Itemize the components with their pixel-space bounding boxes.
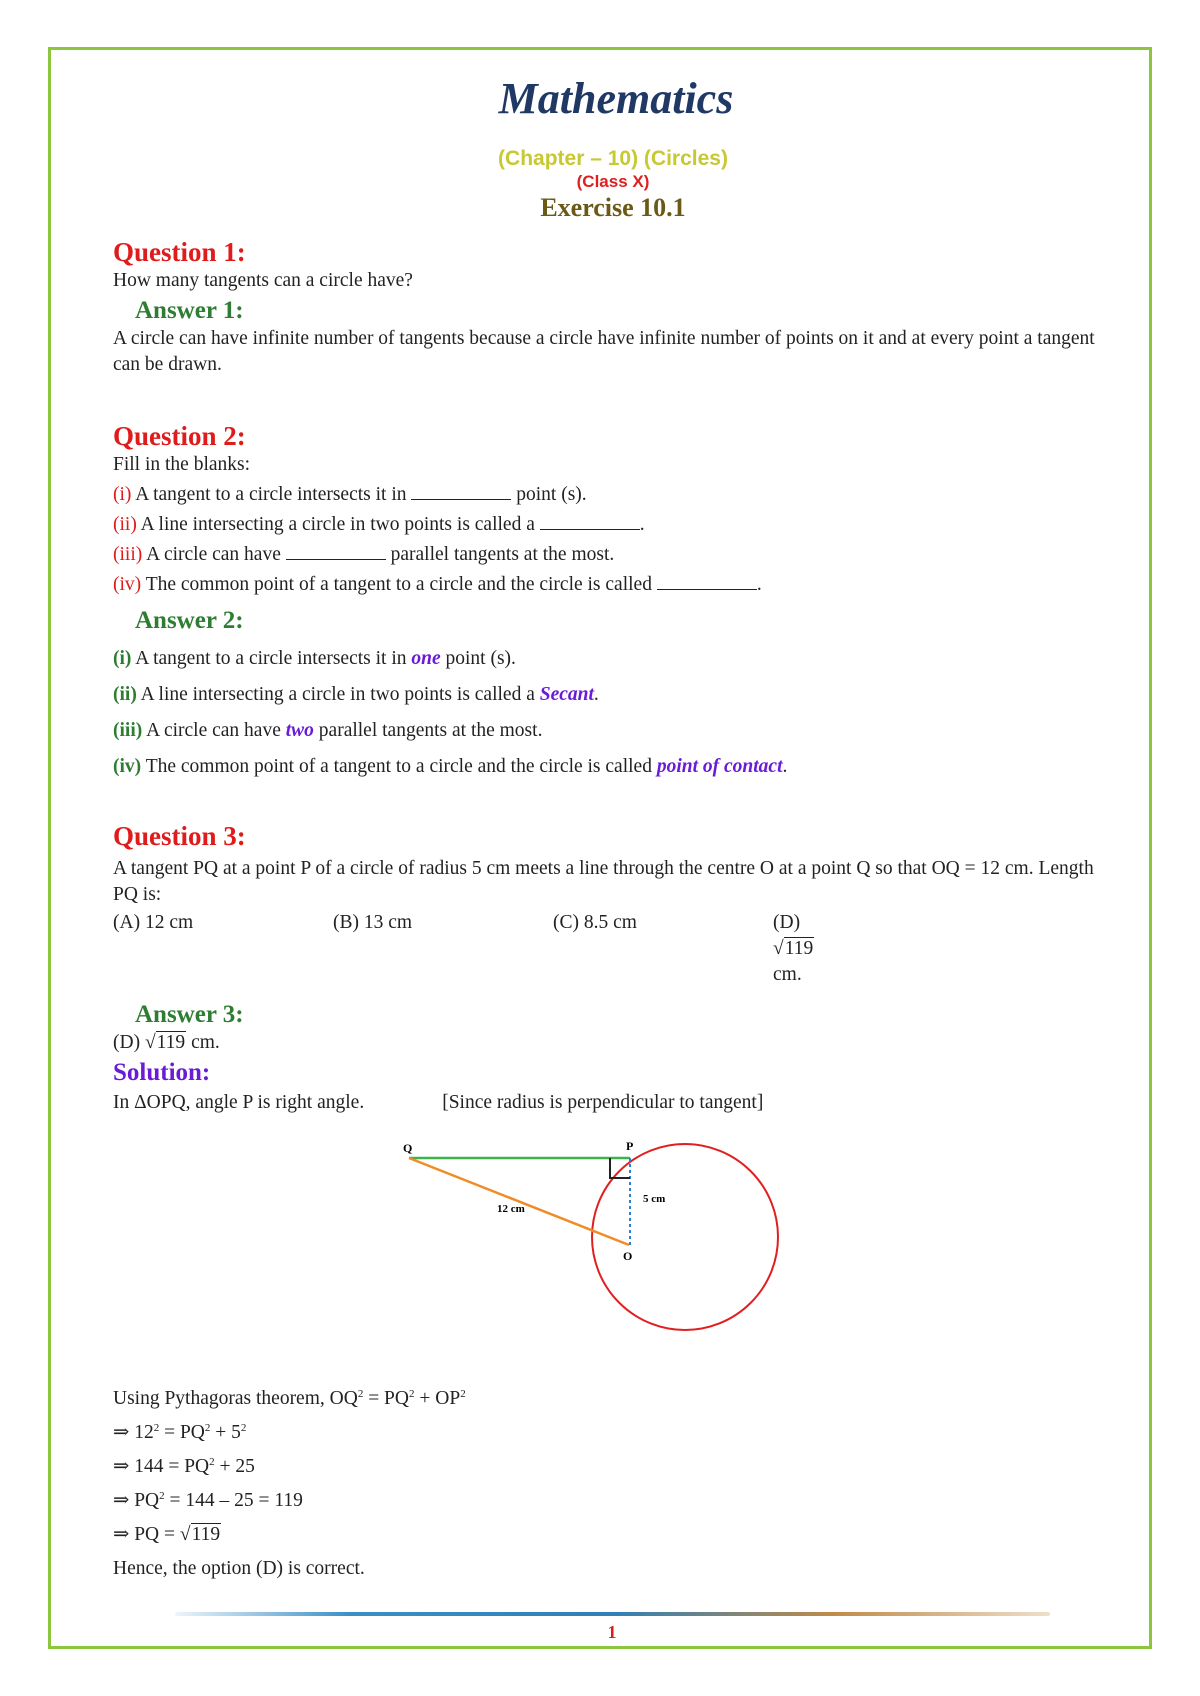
- conclusion: Hence, the option (D) is correct.: [113, 1558, 365, 1579]
- label-q: Q: [403, 1141, 413, 1155]
- question-2-heading: Question 2:: [113, 421, 246, 451]
- option-d: (D) √119 cm.: [773, 912, 814, 985]
- document-body: [113, 70, 1113, 1582]
- question-1-text: How many tangents can a circle have?: [113, 270, 413, 291]
- option-a: (A) 12 cm: [113, 912, 194, 933]
- question-1: [113, 236, 1113, 378]
- answer-2-heading: Answer 2:: [135, 607, 244, 634]
- label-oq-length: 12 cm: [497, 1203, 525, 1215]
- answer-3-heading: Answer 3:: [135, 1001, 244, 1028]
- page-title: Mathematics: [498, 74, 734, 123]
- question-2-item: (ii) A line intersecting a circle in two points is called a .: [113, 514, 645, 535]
- footer-divider: [175, 1612, 1050, 1616]
- question-2-item: (iii) A circle can have parallel tangents at the most.: [113, 544, 615, 565]
- question-3-heading: Question 3:: [113, 821, 246, 851]
- solution-step: Using Pythagoras theorem, $OQ^2 = PQ^2 + OP^2$: [113, 1388, 466, 1409]
- solution-step: ⇒ $144 = PQ^2 + 25$: [113, 1456, 255, 1477]
- label-p: P: [626, 1139, 634, 1153]
- question-3-options: [113, 910, 1113, 988]
- solution-line: In ΔOPQ, angle P is right angle. [Since radius is perpendicular to tangent]: [113, 1092, 764, 1113]
- question-2-item: (i) A tangent to a circle intersects it in point (s).: [113, 484, 587, 505]
- question-3-text: A tangent PQ at a point P of a circle of radius 5 cm meets a line through the centre O at a point Q so that OQ = 12 cm. Length PQ is:: [113, 858, 1094, 905]
- exercise-title: Exercise 10.1: [540, 193, 686, 222]
- question-3: [113, 820, 1113, 1582]
- question-2-intro: Fill in the blanks:: [113, 454, 251, 475]
- answer-2-item: (i) A tangent to a circle intersects it in one point (s).: [113, 648, 516, 669]
- question-2-item: (iv) The common point of a tangent to a circle and the circle is called .: [113, 574, 762, 595]
- solution-heading: Solution:: [113, 1059, 211, 1086]
- answer-2-item: (iv) The common point of a tangent to a circle and the circle is called point of contact.: [113, 756, 788, 777]
- chapter-label: (Chapter – 10) (Circles): [498, 147, 728, 170]
- class-label: (Class X): [576, 172, 650, 191]
- answer-3-text: (D) √119 cm.: [113, 1032, 220, 1053]
- answer-1-text: A circle can have infinite number of tangents because a circle have infinite number of points on it and at every point a tangent can be drawn.: [113, 328, 1095, 375]
- answer-1-heading: Answer 1:: [135, 297, 244, 324]
- solution-step: ⇒ PQ = √119: [113, 1524, 221, 1545]
- solution-step: ⇒ $PQ^2 = 144 - 25 = 119$: [113, 1490, 303, 1511]
- option-c: (C) 8.5 cm: [553, 912, 637, 933]
- question-2: [113, 420, 1113, 780]
- answer-2-item: (iii) A circle can have two parallel tangents at the most.: [113, 720, 543, 741]
- page-number: 1: [607, 1622, 617, 1642]
- answer-2-item: (ii) A line intersecting a circle in two points is called a Secant.: [113, 684, 599, 705]
- option-b: (B) 13 cm: [333, 912, 413, 933]
- label-o: O: [623, 1249, 633, 1263]
- circle: [592, 1144, 778, 1330]
- tangent-diagram: [113, 1132, 1113, 1372]
- question-1-heading: Question 1:: [113, 237, 246, 267]
- solution-step: ⇒ $12^2 = PQ^2 + 5^2$: [113, 1422, 247, 1443]
- right-angle-mark: [610, 1158, 630, 1178]
- line-oq: [409, 1158, 629, 1245]
- label-op-length: 5 cm: [643, 1193, 666, 1205]
